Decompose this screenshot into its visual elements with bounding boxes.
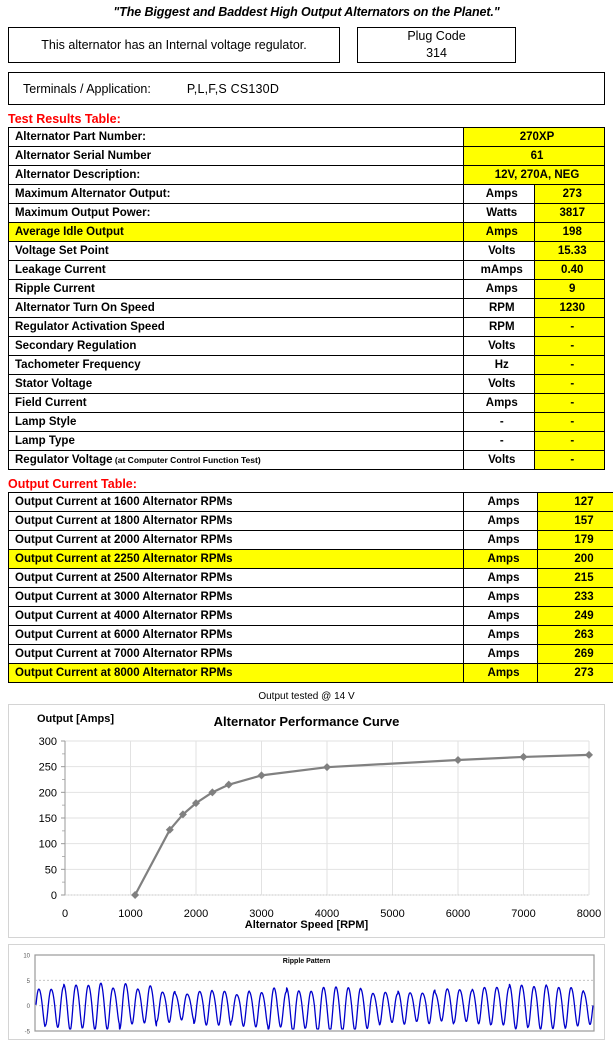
table-row — [9, 185, 605, 204]
table-row — [9, 626, 613, 645]
y-tick-label: 250 — [39, 762, 57, 774]
output-current-label: Output Current at 8000 Alternator RPMs — [9, 664, 464, 683]
test-result-label: Lamp Type — [9, 432, 464, 451]
table-row — [9, 242, 605, 261]
output-current-value: 263 — [538, 626, 613, 645]
x-tick-label: 2000 — [184, 908, 208, 920]
table-row — [9, 493, 613, 512]
test-result-value: - — [534, 375, 605, 394]
table-row — [9, 299, 605, 318]
table-row — [9, 607, 613, 626]
table-row — [9, 261, 605, 280]
ripple-y-tick-label: 0 — [27, 1004, 31, 1010]
output-current-value: 157 — [538, 512, 613, 531]
ripple-y-tick-label: 10 — [23, 954, 30, 960]
output-current-label: Output Current at 4000 Alternator RPMs — [9, 607, 464, 626]
test-result-unit: Watts — [464, 204, 535, 223]
output-current-unit: Amps — [464, 531, 538, 550]
regulator-note-text: This alternator has an Internal voltage regulator. — [41, 38, 306, 52]
performance-chart-panel — [8, 704, 605, 938]
table-row — [9, 128, 605, 147]
test-result-label: Leakage Current — [9, 261, 464, 280]
test-result-unit: RPM — [464, 299, 535, 318]
test-result-label: Maximum Alternator Output: — [9, 185, 464, 204]
y-tick-label: 300 — [39, 736, 57, 748]
test-result-unit: Hz — [464, 356, 535, 375]
table-row — [9, 569, 613, 588]
table-row — [9, 432, 605, 451]
test-result-unit: Volts — [464, 451, 535, 470]
x-tick-label: 1000 — [118, 908, 142, 920]
x-tick-label: 5000 — [380, 908, 404, 920]
table-row — [9, 394, 605, 413]
output-current-value: 233 — [538, 588, 613, 607]
test-result-label: Ripple Current — [9, 280, 464, 299]
plug-code-label: Plug Code — [407, 28, 465, 45]
table-row — [9, 223, 605, 242]
test-result-value: - — [534, 451, 605, 470]
output-current-unit: Amps — [464, 550, 538, 569]
test-result-value: 198 — [534, 223, 605, 242]
test-result-unit: Volts — [464, 375, 535, 394]
output-current-unit: Amps — [464, 664, 538, 683]
x-tick-label: 6000 — [446, 908, 470, 920]
output-current-value: 215 — [538, 569, 613, 588]
output-current-unit: Amps — [464, 626, 538, 645]
data-point-marker — [131, 891, 139, 899]
table-row — [9, 337, 605, 356]
performance-curve-svg — [9, 705, 604, 937]
output-current-unit: Amps — [464, 588, 538, 607]
table-row — [9, 318, 605, 337]
test-result-label: Alternator Part Number: — [9, 128, 464, 147]
table-row — [9, 166, 605, 185]
output-current-unit: Amps — [464, 569, 538, 588]
table-row — [9, 356, 605, 375]
data-point-marker — [520, 753, 528, 761]
x-tick-label: 3000 — [249, 908, 273, 920]
chart-y-axis-title: Output [Amps] — [37, 713, 114, 725]
header-boxes — [8, 27, 613, 63]
test-result-value: 270XP — [464, 128, 605, 147]
y-tick-label: 0 — [51, 890, 57, 902]
output-current-value: 127 — [538, 493, 613, 512]
page-tagline: "The Biggest and Baddest High Output Alternators on the Planet." — [0, 0, 613, 19]
chart-caption: Output tested @ 14 V — [0, 691, 613, 702]
output-current-label: Output Current at 1600 Alternator RPMs — [9, 493, 464, 512]
test-result-label: Maximum Output Power: — [9, 204, 464, 223]
terminals-label: Terminals / Application: — [23, 82, 151, 96]
test-result-unit: Amps — [464, 280, 535, 299]
output-current-unit: Amps — [464, 512, 538, 531]
ripple-pattern-svg — [9, 945, 604, 1039]
terminals-value: P,L,F,S CS130D — [187, 82, 279, 96]
x-tick-label: 4000 — [315, 908, 339, 920]
table-row — [9, 645, 613, 664]
data-point-marker — [454, 756, 462, 764]
test-result-value: 15.33 — [534, 242, 605, 261]
output-current-label: Output Current at 6000 Alternator RPMs — [9, 626, 464, 645]
output-current-unit: Amps — [464, 607, 538, 626]
test-result-unit: Amps — [464, 223, 535, 242]
test-result-unit: - — [464, 413, 535, 432]
output-current-label: Output Current at 1800 Alternator RPMs — [9, 512, 464, 531]
output-current-value: 269 — [538, 645, 613, 664]
table-row — [9, 375, 605, 394]
output-current-label: Output Current at 2250 Alternator RPMs — [9, 550, 464, 569]
plug-code-value: 314 — [426, 45, 447, 62]
test-result-value: - — [534, 318, 605, 337]
table-row — [9, 147, 605, 166]
chart-title: Alternator Performance Curve — [9, 714, 604, 729]
plug-code-box — [357, 27, 516, 63]
test-result-value: - — [534, 356, 605, 375]
test-result-unit: Amps — [464, 394, 535, 413]
y-tick-label: 100 — [39, 839, 57, 851]
test-result-unit: Volts — [464, 242, 535, 261]
test-result-label: Alternator Turn On Speed — [9, 299, 464, 318]
output-current-value: 249 — [538, 607, 613, 626]
table-row — [9, 451, 605, 470]
data-point-marker — [225, 781, 233, 789]
output-current-value: 200 — [538, 550, 613, 569]
test-result-label: Stator Voltage — [9, 375, 464, 394]
terminals-application-box — [8, 72, 605, 105]
chart-x-axis-title: Alternator Speed [RPM] — [9, 919, 604, 931]
data-point-marker — [585, 751, 593, 759]
test-result-unit: - — [464, 432, 535, 451]
output-current-unit: Amps — [464, 645, 538, 664]
test-result-value: 9 — [534, 280, 605, 299]
test-result-value: 273 — [534, 185, 605, 204]
ripple-chart-title: Ripple Pattern — [9, 958, 604, 965]
table-row — [9, 512, 613, 531]
test-result-unit: Amps — [464, 185, 535, 204]
test-result-label: Secondary Regulation — [9, 337, 464, 356]
test-result-value: - — [534, 413, 605, 432]
x-tick-label: 8000 — [577, 908, 601, 920]
ripple-y-tick-label: -5 — [25, 1030, 31, 1036]
performance-curve-line — [135, 755, 589, 895]
test-result-value: 1230 — [534, 299, 605, 318]
table-row — [9, 588, 613, 607]
test-result-label: Lamp Style — [9, 413, 464, 432]
y-tick-label: 200 — [39, 787, 57, 799]
test-result-unit: Volts — [464, 337, 535, 356]
test-result-label: Alternator Serial Number — [9, 147, 464, 166]
table-row — [9, 531, 613, 550]
output-current-unit: Amps — [464, 493, 538, 512]
output-current-value: 179 — [538, 531, 613, 550]
test-results-table — [8, 127, 605, 470]
test-result-unit: mAmps — [464, 261, 535, 280]
test-result-value: - — [534, 432, 605, 451]
table-row — [9, 413, 605, 432]
output-current-label: Output Current at 2000 Alternator RPMs — [9, 531, 464, 550]
test-result-value: 3817 — [534, 204, 605, 223]
x-tick-label: 0 — [62, 908, 68, 920]
data-point-marker — [258, 771, 266, 779]
test-result-label-note: (at Computer Control Function Test) — [113, 455, 261, 465]
ripple-chart-panel — [8, 944, 605, 1040]
x-tick-label: 7000 — [511, 908, 535, 920]
test-result-label: Alternator Description: — [9, 166, 464, 185]
ripple-y-tick-label: 5 — [27, 979, 31, 985]
test-result-value: 61 — [464, 147, 605, 166]
output-current-title: Output Current Table: — [8, 477, 613, 491]
test-results-title: Test Results Table: — [8, 112, 613, 126]
table-row — [9, 550, 613, 569]
output-current-label: Output Current at 2500 Alternator RPMs — [9, 569, 464, 588]
output-current-table — [8, 492, 613, 683]
test-result-label: Average Idle Output — [9, 223, 464, 242]
table-row — [9, 204, 605, 223]
test-result-value: - — [534, 337, 605, 356]
output-current-label: Output Current at 7000 Alternator RPMs — [9, 645, 464, 664]
test-result-label: Field Current — [9, 394, 464, 413]
test-result-value: 0.40 — [534, 261, 605, 280]
output-current-label: Output Current at 3000 Alternator RPMs — [9, 588, 464, 607]
test-result-label: Tachometer Frequency — [9, 356, 464, 375]
test-result-unit: RPM — [464, 318, 535, 337]
output-current-value: 273 — [538, 664, 613, 683]
test-result-label: Regulator Activation Speed — [9, 318, 464, 337]
data-point-marker — [323, 763, 331, 771]
test-result-value: 12V, 270A, NEG — [464, 166, 605, 185]
table-row — [9, 664, 613, 683]
table-row — [9, 280, 605, 299]
y-tick-label: 150 — [39, 813, 57, 825]
test-result-label: Voltage Set Point — [9, 242, 464, 261]
y-tick-label: 50 — [45, 864, 57, 876]
test-result-value: - — [534, 394, 605, 413]
test-result-label: Regulator Voltage (at Computer Control Function Test) — [9, 451, 464, 470]
regulator-note-box — [8, 27, 340, 63]
